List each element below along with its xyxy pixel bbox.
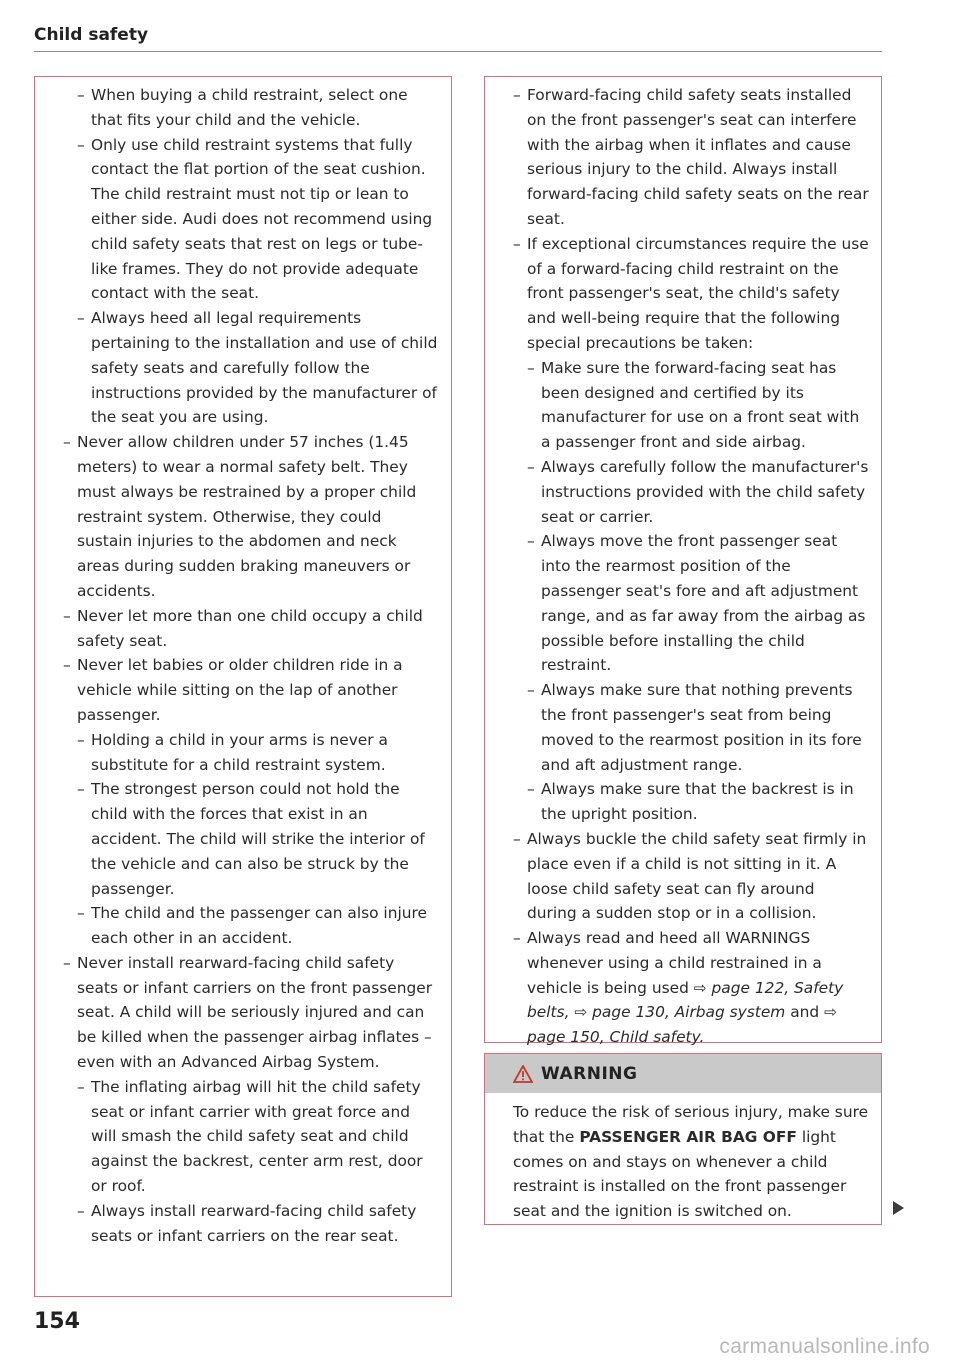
item-text: Make sure the forward-facing seat has been designed and certified by its manufacturer for use on a front seat with a passenger front and side airbag. [541, 358, 860, 452]
item-text: Always make sure that nothing prevents the front passenger's seat from being moved to the rearmost position in its fore and aft adjustment range. [541, 681, 862, 774]
list-item [513, 232, 869, 356]
list-item [77, 728, 439, 778]
item-text: Never let babies or older children ride in a vehicle while sitting on the lap of another passenger. [77, 656, 403, 724]
item-text: Holding a child in your arms is never a substitute for a child restraint system. [91, 730, 388, 774]
list-item [77, 777, 439, 901]
list-item [63, 653, 439, 727]
list-item [527, 529, 869, 678]
item-text: The child and the passenger can also injure each other in an accident. [91, 904, 427, 948]
item-text: Never install rearward-facing child safety seats or infant carriers on the front passenger seat. A child will be seriously injured and can be killed when the passenger airbag inflates – even with an Advanced Airbag System. [77, 953, 433, 1072]
left-warning-continuation-box [34, 76, 452, 1297]
right-list [513, 83, 869, 1050]
item-text: Always heed all legal requirements pertaining to the installation and use of child safety seats and carefully follow the instructions provided by the manufacturer of the seat you are using. [91, 309, 438, 427]
list-item [527, 678, 869, 777]
item-text: Always carefully follow the manufacturer's instructions provided with the child safety seat or carrier. [541, 457, 869, 526]
item-text: Always buckle the child safety seat firmly in place even if a child is not sitting in it. A loose child safety seat can fly around during a sudden stop or in a collision. [527, 829, 867, 923]
warning-text-before: To reduce the risk of serious injury, make sure that the [513, 1103, 869, 1146]
item-text: When buying a child restraint, select one that fits your child and the vehicle. [91, 86, 408, 129]
item-text: Always install rearward-facing child safety seats or infant carriers on the rear seat. [91, 1201, 417, 1245]
item-text: If exceptional circumstances require the use of a forward-facing child restraint on the front passenger's seat, the child's safety and well-being require that the following special precautions be taken: [527, 234, 869, 352]
warning-text-after: light comes on and stays on whenever a child restraint is installed on the front passenger seat and the ignition is switched on. [513, 1127, 847, 1221]
list-item [63, 430, 439, 604]
item-text: Always read and heed all WARNINGS whenever using a child restrained in a vehicle is being used [527, 929, 822, 997]
list-item [527, 777, 869, 827]
header-divider [34, 51, 882, 52]
warning-text [485, 1093, 881, 1224]
item-text: Never let more than one child occupy a child safety seat. [77, 606, 423, 650]
right-warning-continuation-box [484, 76, 882, 1047]
warning-title: WARNING [541, 1063, 638, 1084]
warning-header [485, 1054, 881, 1093]
list-item [63, 951, 439, 1075]
left-list [63, 83, 439, 1248]
list-item [77, 83, 439, 133]
page-number: 154 [34, 1309, 80, 1334]
item-text: Forward-facing child safety seats installed on the front passenger's seat can interfere with the airbag when it inflates and cause serious injury to the child. Always install forward-facing child safety seats on the rear seat. [527, 86, 869, 228]
item-text: The strongest person could not hold the child with the forces that exist in an accident. The child will strike the interior of the vehicle and can also be struck by the passenger. [91, 780, 425, 898]
page-reference-link[interactable]: ⇨ page 122, Safety belts, [527, 978, 844, 1022]
watermark: carmanualsonline.info [719, 1335, 930, 1358]
page-header-title: Child safety [34, 25, 149, 45]
list-item [77, 1075, 439, 1199]
list-item [513, 83, 869, 232]
list-item [527, 455, 869, 529]
page-reference-link[interactable]: ⇨ page 150, Child safety. [527, 1003, 837, 1047]
list-item [63, 604, 439, 654]
list-item [513, 827, 869, 926]
warning-triangle-icon [513, 1065, 533, 1083]
item-text: Never allow children under 57 inches (1.45 meters) to wear a normal safety belt. They must always be restrained by a proper child restraint system. Otherwise, they could sustain injuries to the abdomen and neck areas during sudden braking maneuvers or accidents. [77, 433, 417, 600]
page-reference-link[interactable]: ⇨ page 130, Airbag system [574, 1003, 786, 1022]
continue-arrow-icon [893, 1201, 904, 1215]
item-text: Always move the front passenger seat into the rearmost position of the passenger seat's fore and aft adjustment range, and as far away from the airbag as possible before installing the child restraint. [541, 532, 866, 675]
list-item [77, 306, 439, 430]
conjunction-text: and [790, 1003, 820, 1022]
item-text: The inflating airbag will hit the child safety seat or infant carrier with great force and will smash the child safety seat and child against the backrest, center arm rest, door or roof. [91, 1077, 423, 1196]
list-item [77, 133, 439, 307]
list-item [77, 1199, 439, 1249]
warning-box [484, 1053, 882, 1225]
list-item [527, 356, 869, 455]
warning-bold-text: PASSENGER AIR BAG OFF [579, 1127, 797, 1146]
list-item [513, 926, 869, 1050]
list-item [77, 901, 439, 951]
item-text: Only use child restraint systems that fully contact the flat portion of the seat cushion. The child restraint must not tip or lean to either side. Audi does not recommend using child safety seats that rest on legs or tube-like frames. They do not provide adequate contact with the seat. [91, 135, 433, 303]
item-text: Always make sure that the backrest is in the upright position. [541, 780, 854, 824]
